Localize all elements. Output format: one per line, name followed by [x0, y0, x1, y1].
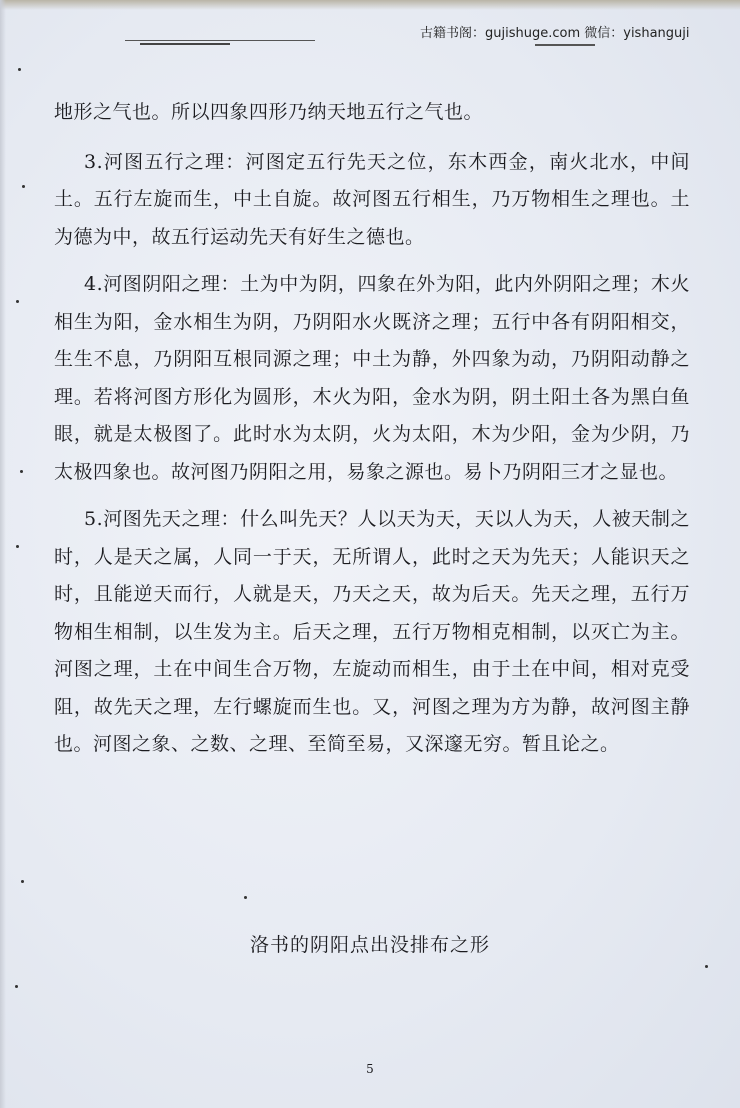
paragraph-hetu-yinyang: 4.河图阴阳之理：土为中为阴，四象在外为阳，此内外阴阳之理；木火相生为阳，金水相生为阴，乃阴阳水火既济之理；五行中各有阴阳相交，生生不息，乃阴阳互根同源之理；中土为静，外四象为动，乃阴阳动静之理。若将河图方形化为圆形，木火为阳，金水为阴，阴土阳土各为黑白鱼眼，就是太极图了。此时水为太阴，火为太阳，木为少阳，金为少阴，乃太极四象也。故河图乃阴阳之用，易象之源也。易卜乃阴阳三才之显也。: [54, 273, 690, 483]
speck: [244, 896, 247, 899]
speck: [15, 985, 18, 988]
header-rule-bold: [140, 43, 230, 45]
speck: [705, 965, 708, 968]
speck: [16, 300, 19, 303]
speck: [20, 470, 23, 473]
paragraph-hetu-wuxing: 3.河图五行之理：河图定五行先天之位，东木西金，南火北水，中间土。五行左旋而生，中土自旋。故河图五行相生，乃万物相生之理也。土为德为中，故五行运动先天有好生之德也。: [54, 150, 690, 248]
page-number: 5: [366, 1062, 374, 1076]
scan-top-edge: [0, 0, 740, 10]
section-heading: 洛书的阴阳点出没排布之形: [249, 934, 490, 956]
watermark-text: 古籍书阁：gujishuge.com 微信：yishanguji: [420, 26, 690, 41]
speck: [18, 68, 21, 71]
header-rule: [125, 40, 315, 41]
body-text: [54, 94, 690, 774]
paragraph-hetu-xiantian: 5.河图先天之理：什么叫先天？人以天为天，天以人为天，人被天制之时，人是天之属，人同一于天，无所谓人，此时之天为先天；人能识天之时，且能逆天而行，人就是天，乃天之天，故为后天。先天之理，五行万物相生相制，以生发为主。后天之理，五行万物相克相制，以灭亡为主。河图之理，土在中间生合万物，左旋动而相生，由于土在中间，相对克受阻，故先天之理，左行螺旋而生也。又，河图之理为方为静，故河图主静也。河图之象、之数、之理、至简至易，又深邃无穷。暂且论之。: [54, 508, 690, 755]
header-rule-right: [535, 44, 595, 46]
speck: [22, 185, 25, 188]
speck: [16, 545, 19, 548]
paragraph-continuation: 地形之气也。所以四象四形乃纳天地五行之气也。: [54, 101, 484, 123]
speck: [21, 880, 24, 883]
